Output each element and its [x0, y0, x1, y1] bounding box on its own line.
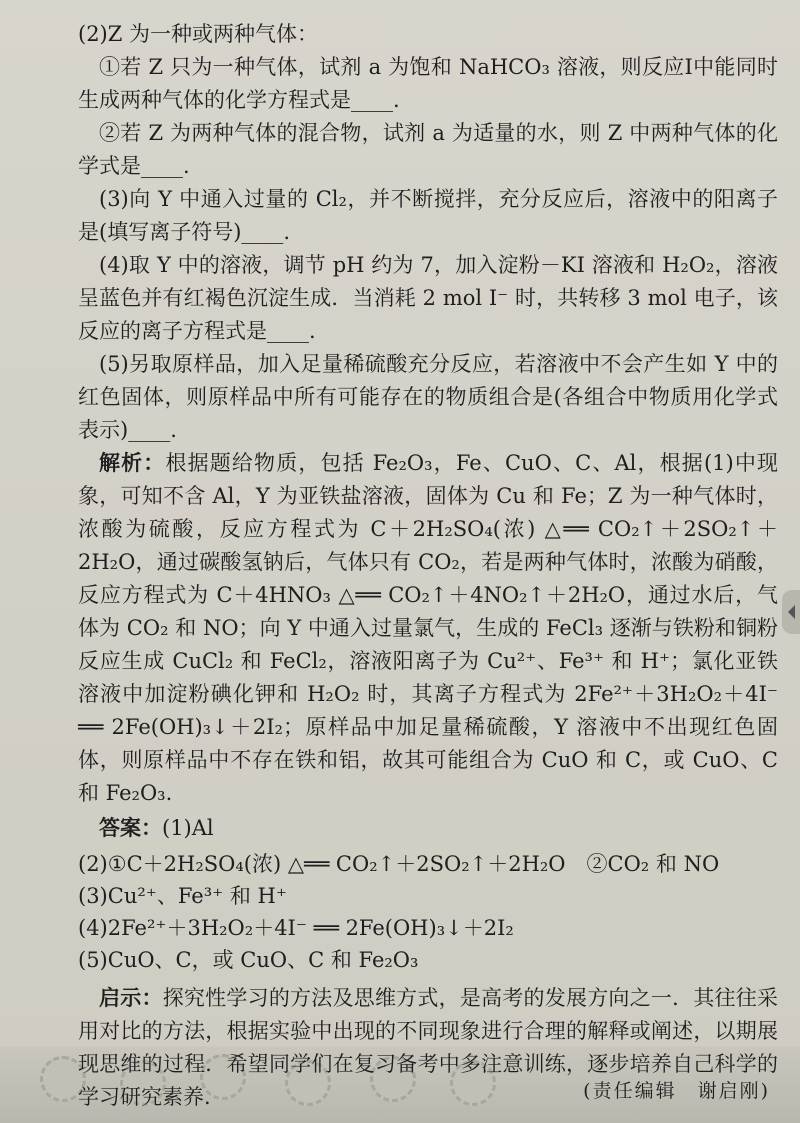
answer-line: (3)Cu²⁺、Fe³⁺ 和 H⁺	[78, 884, 287, 908]
answer-line: (4)2Fe²⁺＋3H₂O₂＋4I⁻ ══ 2Fe(OH)₃↓＋2I₂	[78, 916, 514, 940]
analysis-paragraph	[78, 447, 778, 810]
analysis-text: 根据题给物质，包括 Fe₂O₃，Fe、CuO、C、Al，根据(1)中现象，可知不含 Al，Y 为亚铁盐溶液，固体为 Cu 和 Fe；Z 为一种气体时，浓酸为硫酸，反应方程式为 C＋2H₂SO₄(浓) △══ CO₂↑＋2SO₂↑＋2H₂O，通过碳酸氢钠后，气体只有 CO₂，若是两种气体时，浓酸为硝酸，反应方程式为 C＋4HNO₃ △══ CO₂↑＋4NO₂↑＋2H₂O，通过水后，气体为 CO₂ 和 NO；向 Y 中通入过量氯气，生成的 FeCl₃ 逐渐与铁粉和铜粉反应生成 CuCl₂ 和 FeCl₂，溶液阳离子为 Cu²⁺、Fe³⁺ 和 H⁺；氯化亚铁溶液中加淀粉碘化钾和 H₂O₂ 时，其离子方程式为 2Fe²⁺＋3H₂O₂＋4I⁻ ══ 2Fe(OH)₃↓＋2I₂；原样品中加足量稀硫酸，Y 溶液中不出现红色固体，则原样品中不存在铁和铝，故其可能组合为 CuO 和 C，或 CuO、C 和 Fe₂O₃.	[78, 451, 778, 805]
analysis-label: 解析：	[99, 451, 166, 475]
answer-label: 答案：	[99, 816, 162, 840]
answer-first-line	[78, 812, 778, 844]
question-part: (5)另取原样品，加入足量稀硫酸充分反应，若溶液中不会产生如 Y 中的红色固体，则原样品中所有可能存在的物质组合是(各组合中物质用化学式表示)____.	[78, 352, 778, 442]
answer-block	[78, 812, 778, 976]
answer-line: (5)CuO、C，或 CuO、C 和 Fe₂O₃	[78, 948, 419, 972]
insight-label: 启示：	[99, 986, 163, 1010]
question-part: ①若 Z 只为一种气体，试剂 a 为饱和 NaHCO₃ 溶液，则反应Ⅰ中能同时生成两种气体的化学方程式是____.	[78, 55, 778, 112]
page-edge-tab[interactable]	[782, 590, 800, 634]
document-body	[78, 18, 778, 1114]
editor-credit: (责任编辑 谢启刚)	[583, 1080, 770, 1102]
question-part: (3)向 Y 中通入过量的 Cl₂，并不断搅拌，充分反应后，溶液中的阳离子是(填写离子符号)____.	[78, 187, 778, 244]
question-part: (2)Z 为一种或两种气体：	[78, 22, 319, 46]
insight-text: 探究性学习的方法及思维方式，是高考的发展方向之一．其往往采用对比的方法，根据实验中出现的不同现象进行合理的解释或阐述，以期展现思维的过程．希望同学们在复习备考中多注意训练，逐步培养自己科学的学习研究素养.	[78, 986, 779, 1109]
answer-line: (2)①C＋2H₂SO₄(浓) △══ CO₂↑＋2SO₂↑＋2H₂O ②CO₂ 和 NO	[78, 852, 720, 876]
answer-line: (1)Al	[162, 816, 214, 840]
question-part: ②若 Z 为两种气体的混合物，试剂 a 为适量的水，则 Z 中两种气体的化学式是____.	[78, 121, 778, 178]
question-part: (4)取 Y 中的溶液，调节 pH 约为 7，加入淀粉－KI 溶液和 H₂O₂，溶液呈蓝色并有红褐色沉淀生成．当消耗 2 mol I⁻ 时，共转移 3 mol 电子，该反应的离子方程式是____.	[78, 253, 778, 343]
